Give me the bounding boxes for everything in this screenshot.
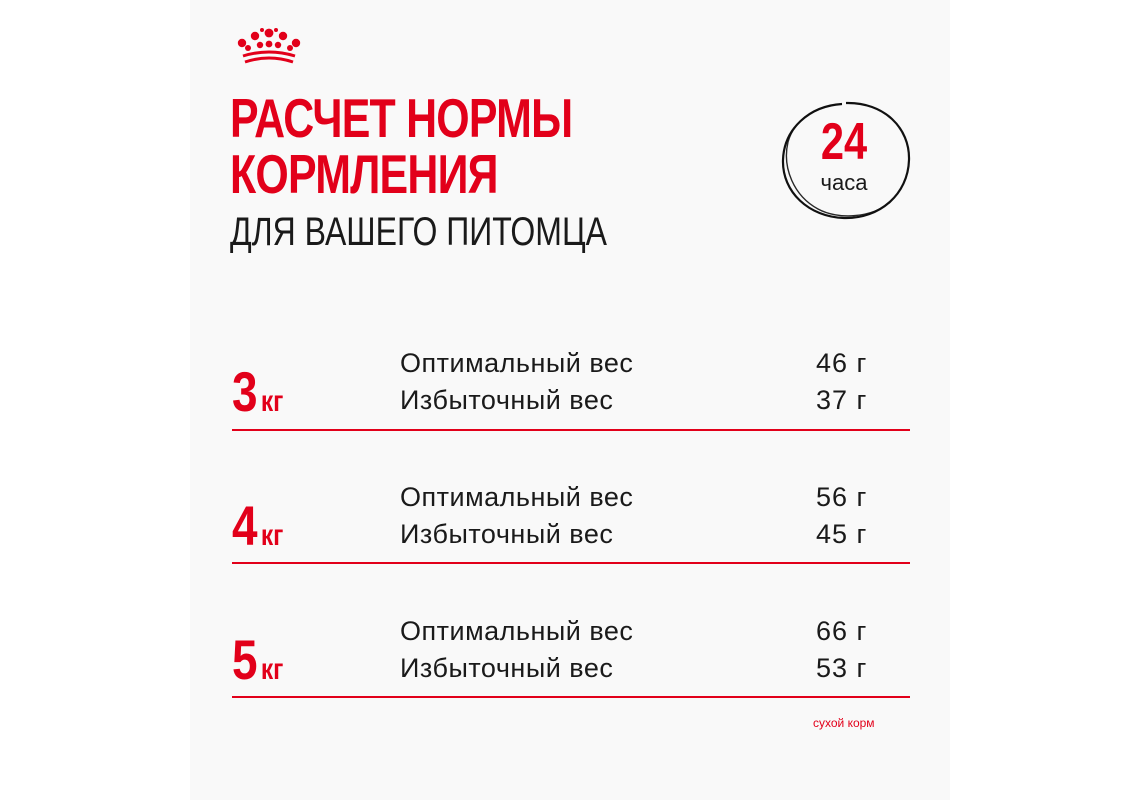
page-title-line2: КОРМЛЕНИЯ <box>230 143 498 205</box>
badge-number: 24 <box>820 113 868 171</box>
optimal-weight-value: 46 г <box>816 348 868 378</box>
excess-weight-value: 53 г <box>816 653 868 683</box>
optimal-weight-label: Оптимальный вес <box>400 348 634 378</box>
weight-number: 5 <box>232 628 258 691</box>
optimal-weight-value: 56 г <box>816 482 868 512</box>
feeding-row <box>232 608 912 708</box>
hours-badge <box>776 98 916 224</box>
excess-weight-value: 45 г <box>816 519 868 549</box>
crown-icon <box>236 26 302 66</box>
feeding-row <box>232 474 912 574</box>
weight-number: 4 <box>232 494 258 557</box>
weight-number: 3 <box>232 360 258 423</box>
weight-unit: кг <box>260 385 284 418</box>
excess-weight-label: Избыточный вес <box>400 653 614 683</box>
page-title-line1: РАСЧЕТ НОРМЫ <box>230 87 573 149</box>
weight-value <box>232 362 283 422</box>
weight-value <box>232 630 283 690</box>
optimal-weight-label: Оптимальный вес <box>400 482 634 512</box>
excess-weight-label: Избыточный вес <box>400 385 614 415</box>
optimal-weight-value: 66 г <box>816 616 868 646</box>
weight-unit: кг <box>260 653 284 686</box>
optimal-weight-label: Оптимальный вес <box>400 616 634 646</box>
row-divider <box>232 429 910 431</box>
feeding-row <box>232 340 912 440</box>
page-subtitle: ДЛЯ ВАШЕГО ПИТОМЦА <box>230 210 607 254</box>
row-divider <box>232 562 910 564</box>
weight-value <box>232 496 283 556</box>
footnote: сухой корм <box>813 716 875 730</box>
excess-weight-value: 37 г <box>816 385 868 415</box>
badge-unit: часа <box>820 170 868 195</box>
row-divider <box>232 696 910 698</box>
weight-unit: кг <box>260 519 284 552</box>
excess-weight-label: Избыточный вес <box>400 519 614 549</box>
